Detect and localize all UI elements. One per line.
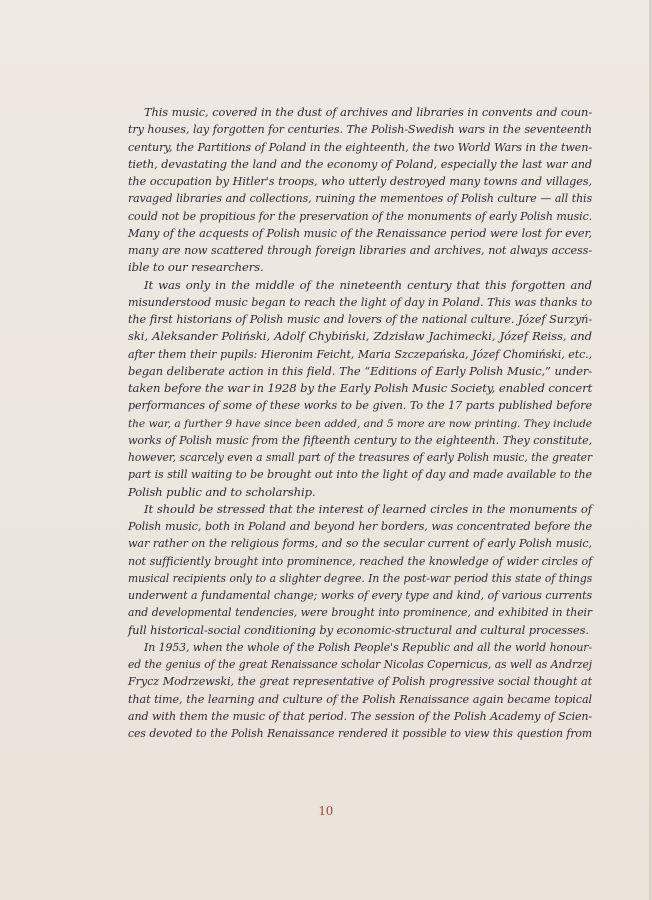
text-line: full historical-social conditioning by economic-structural and cultural processes.: [128, 622, 589, 637]
text-line: It should be stressed that the interest of learned circles in the monuments of: [144, 501, 592, 516]
text-line: war rather on the religious forms, and so the secular current of early Polish music,: [128, 537, 592, 551]
text-line: that time, the learning and culture of the Polish Renaissance again became topical: [128, 692, 592, 706]
text-line: This music, covered in the dust of archives and libraries in convents and coun-: [144, 105, 592, 119]
text-line: the first historians of Polish music and lovers of the national culture. Józef Surzyń-: [128, 313, 592, 326]
text-line: Many of the acquests of Polish music of the Renaissance period were lost for ever,: [128, 226, 592, 240]
body-text: [128, 104, 592, 742]
text-line: In 1953, when the whole of the Polish People's Republic and all the world honour-: [144, 640, 592, 654]
text-line: ravaged libraries and collections, ruining the mementoes of Polish culture — all this: [128, 192, 592, 206]
text-line: taken before the war in 1928 by the Early Polish Music Society, enabled concert: [128, 381, 593, 395]
text-line: Polish public and to scholarship.: [128, 484, 316, 499]
text-line: the war, a further 9 have since been added, and 5 more are now printing. They include: [128, 416, 592, 430]
text-line: Frycz Modrzewski, the great representative of Polish progressive social thought at: [128, 675, 592, 689]
text-line: ski, Aleksander Poliński, Adolf Chybiński, Zdzisław Jachimecki, Józef Reiss, and: [128, 329, 592, 344]
text-line: misunderstood music began to reach the light of day in Poland. This was thanks to: [128, 295, 592, 309]
text-line: try houses, lay forgotten for centuries. The Polish-Swedish wars in the seventeenth: [128, 123, 592, 137]
text-line: ces devoted to the Polish Renaissance rendered it possible to view this question from: [128, 727, 592, 740]
text-line: and developmental tendencies, were brought into prominence, and exhibited in their: [128, 606, 592, 620]
text-line: performances of some of these works to be given. To the 17 parts published before: [128, 399, 592, 413]
text-line: however, scarcely even a small part of the treasures of early Polish music, the greater: [128, 451, 592, 464]
text-line: Polish music, both in Poland and beyond her borders, was concentrated before the: [128, 520, 592, 533]
text-line: part is still waiting to be brought out into the light of day and made available to the: [128, 468, 592, 482]
text-line: and with them the music of that period. The session of the Polish Academy of Scien-: [128, 709, 592, 723]
text-line: ible to our researchers.: [128, 260, 264, 275]
text-line: musical recipients only to a slighter degree. In the post-war period this state of things: [128, 571, 592, 585]
text-line: tieth, devastating the land and the economy of Poland, especially the last war and: [128, 157, 592, 171]
text-line: many are now scattered through foreign libraries and archives, not always access-: [128, 244, 592, 257]
text-line: began deliberate action in this field. The “Editions of Early Polish Music,” under-: [128, 363, 592, 378]
text-line: the occupation by Hitler's troops, who utterly destroyed many towns and villages,: [128, 175, 592, 188]
text-line: could not be propitious for the preservation of the monuments of early Polish music.: [128, 209, 592, 223]
text-line: not sufficiently brought into prominence, reached the knowledge of wider circles of: [128, 554, 592, 568]
text-line: century, the Partitions of Poland in the eighteenth, the two World Wars in the twen-: [128, 140, 592, 154]
text-line: after them their pupils: Hieronim Feicht, Maria Szczepańska, Józef Chomiński, etc.,: [128, 347, 592, 361]
text-line: It was only in the middle of the nineteenth century that this forgotten and: [144, 277, 592, 292]
text-line: underwent a fundamental change; works of every type and kind, of various currents: [128, 589, 592, 602]
text-line: ed the genius of the great Renaissance scholar Nicolas Copernicus, as well as Andrzej: [128, 658, 592, 671]
text-line: works of Polish music from the fifteenth century to the eighteenth. They constitute,: [128, 433, 592, 447]
page-number: 10: [318, 804, 334, 819]
